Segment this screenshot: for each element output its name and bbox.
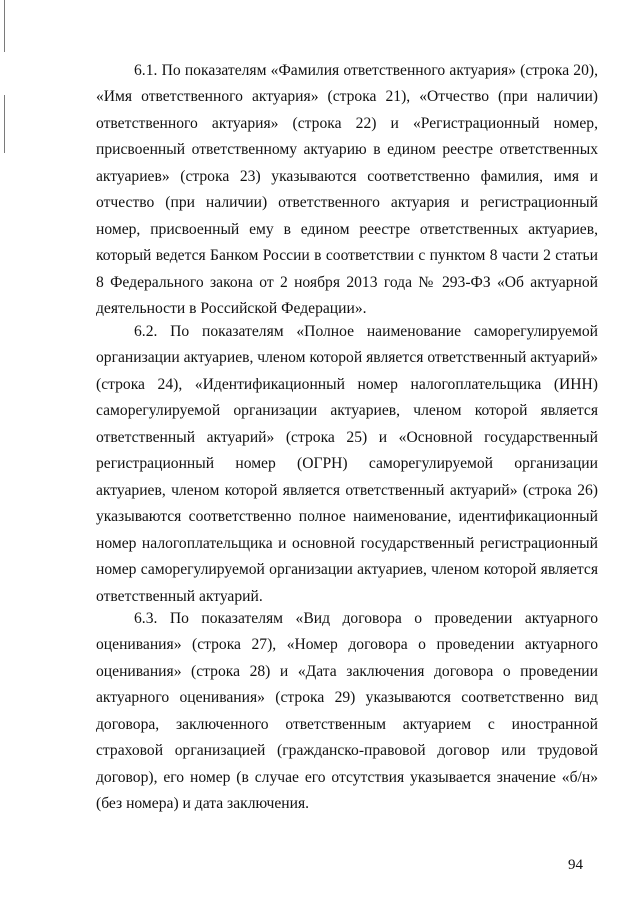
paragraph-6-1: 6.1. По показателям «Фамилия ответственного актуария» (строка 20), «Имя ответственного актуария» (строка 21), «Отчество (при наличии) ответственного актуария» (строка 22) и «Регистрационный номер, присвоенный ответственному актуарию в едином реестре ответственных актуариев» (строка 23) указываются соответственно фамилия, имя и отчество (при наличии) ответственного актуария и регистрационный номер, присвоенный ему в едином реестре ответственных актуариев, который ведется Банком России в соответствии с пунктом 8 части 2 статьи 8 Федерального закона от 2 ноября 2013 года № 293-ФЗ «Об актуарной деятельности в Российской Федерации».	[96, 62, 598, 318]
margin-scan-line	[4, 0, 5, 52]
page-number: 94	[568, 857, 583, 873]
paragraph-6-3: 6.3. По показателям «Вид договора о проведении актуарного оценивания» (строка 27), «Номер договора о проведении актуарного оценивания» (строка 28) и «Дата заключения договора о проведении актуарного оценивания» (строка 29) указываются соответственно вид договора, заключенного ответственным актуарием с иностранной страховой организацией (гражданско-правовой договор или трудовой договор), его номер (в случае его отсутствия указывается значение «б/н» (без номера) и дата заключения.	[96, 610, 598, 813]
margin-scan-line	[4, 95, 5, 153]
paragraph-6-2: 6.2. По показателям «Полное наименование саморегулируемой организации актуариев, членом которой является ответственный актуарий» (строка 24), «Идентификационный номер налогоплательщика (ИНН) саморегулируемой организации актуариев, членом которой является ответственный актуарий» (строка 25) и «Основной государственный регистрационный номер (ОГРН) саморегулируемой организации актуариев, членом которой является ответственный актуарий» (строка 26) указываются соответственно полное наименование, идентификационный номер налогоплательщика и основной государственный регистрационный номер саморегулируемой организации актуариев, членом которой является ответственный актуарий.	[96, 323, 598, 605]
